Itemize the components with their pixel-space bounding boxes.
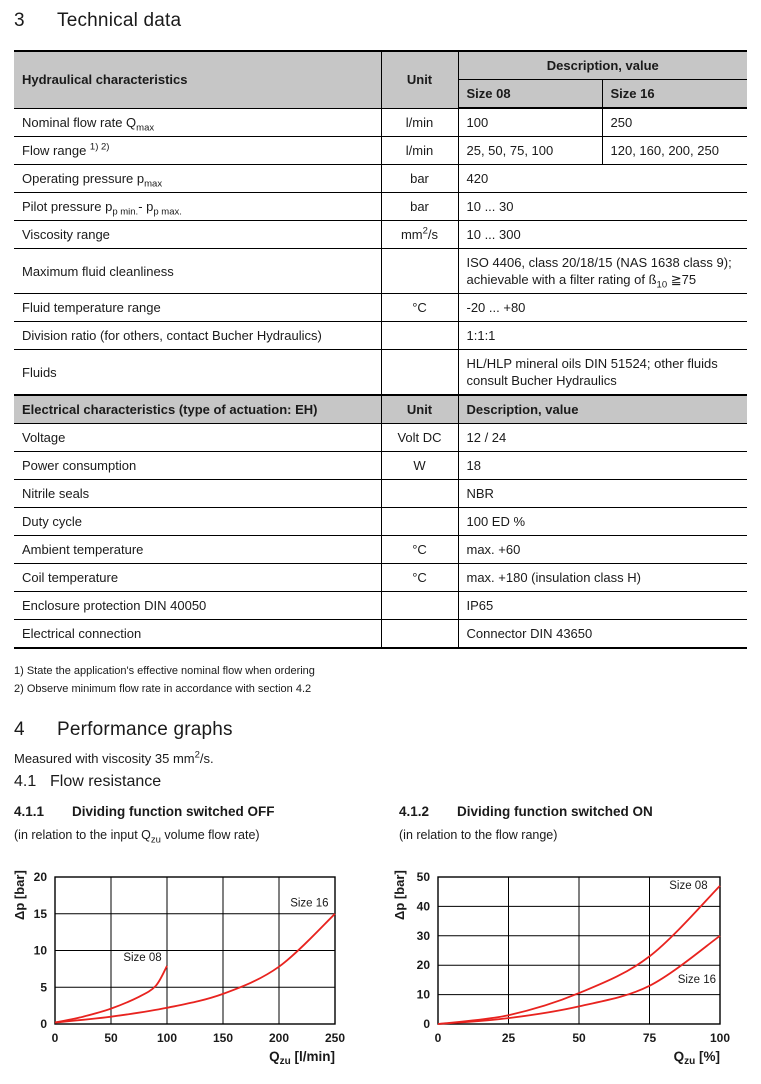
row-unit: Volt DC — [381, 424, 458, 452]
row-value: HL/HLP mineral oils DIN 51524; other fluids consult Bucher Hydraulics — [458, 350, 747, 396]
section-4-number: 4 — [14, 719, 25, 740]
table-row — [14, 592, 747, 620]
x-tick-label: 75 — [642, 1031, 657, 1045]
row-label: Operating pressure $p_{max}$ — [14, 165, 381, 193]
row-label: Nominal flow rate $Q_{max}$ — [14, 108, 381, 137]
y-tick-label: 20 — [33, 870, 47, 884]
table-row — [14, 294, 747, 322]
table-row — [14, 620, 747, 649]
y-tick-label: 50 — [416, 870, 430, 884]
unit-column-header: Unit — [381, 51, 458, 108]
row-unit — [381, 620, 458, 649]
row-unit — [381, 350, 458, 396]
row-unit: bar — [381, 165, 458, 193]
graph-off-number: 4.1.1 — [14, 804, 45, 819]
x-tick-label: 0 — [434, 1031, 442, 1045]
description-value-header: Description, value — [458, 51, 747, 80]
row-unit: W — [381, 452, 458, 480]
y-tick-label: 20 — [416, 958, 430, 973]
row-unit — [381, 508, 458, 536]
x-tick-label: 50 — [572, 1031, 586, 1045]
x-tick-label: 150 — [212, 1031, 234, 1045]
row-value: IP65 — [458, 592, 747, 620]
electrical-rows — [14, 424, 747, 649]
section-4-1-heading — [0, 773, 761, 791]
table-row — [14, 137, 747, 165]
section-4-title: Performance graphs — [57, 719, 233, 740]
row-value-size16: 250 — [602, 108, 747, 137]
electrical-description-header: Description, value — [458, 395, 747, 424]
hydraulic-header-row — [14, 51, 747, 80]
graph-off-subtitle: (in relation to the input $Q_{zu}$ volume flow rate) — [14, 828, 260, 846]
table-row — [14, 536, 747, 564]
x-tick-label: 200 — [268, 1031, 290, 1045]
table-row — [14, 165, 747, 193]
row-unit — [381, 322, 458, 350]
row-value: -20 ... +80 — [458, 294, 747, 322]
row-unit: °C — [381, 294, 458, 322]
electrical-header-title: Electrical characteristics (type of actuation: EH) — [14, 395, 381, 424]
y-tick-label: 10 — [416, 987, 430, 1002]
row-label: Coil temperature — [14, 564, 381, 592]
row-value: 100 ED % — [458, 508, 747, 536]
row-label: Fluids — [14, 350, 381, 396]
x-tick-label: 25 — [501, 1031, 516, 1045]
table-row — [14, 249, 747, 294]
graph-on-subtitle: (in relation to the flow range) — [399, 828, 558, 842]
series-label-size-08: Size 08 — [669, 879, 708, 892]
row-value: 18 — [458, 452, 747, 480]
row-label: Division ratio (for others, contact Bucher Hydraulics) — [14, 322, 381, 350]
section-4-heading — [0, 719, 761, 741]
graph-on-number: 4.1.2 — [399, 804, 430, 819]
table-row — [14, 508, 747, 536]
row-label: Nitrile seals — [14, 480, 381, 508]
series-label-size-08: Size 08 — [123, 951, 162, 964]
graph-titles-row — [0, 804, 761, 846]
row-label: Flow range $^{1) 2)}$ — [14, 137, 381, 165]
row-label: Power consumption — [14, 452, 381, 480]
row-value: ISO 4406, class 20/18/15 (NAS 1638 class 9); achievable with a filter rating of $ß_{10}$ ≧75 — [458, 249, 747, 294]
row-value: NBR — [458, 480, 747, 508]
section-4-1-title: Flow resistance — [50, 773, 162, 790]
x-tick-label: 50 — [104, 1031, 118, 1045]
hydraulic-header-title: Hydraulical characteristics — [14, 51, 381, 108]
y-axis-label: Δp [bar] — [12, 870, 27, 920]
row-unit: °C — [381, 564, 458, 592]
row-label: Fluid temperature range — [14, 294, 381, 322]
graph-off-title: Dividing function switched OFF — [72, 804, 275, 819]
row-label: Maximum fluid cleanliness — [14, 249, 381, 294]
x-axis-label: $Q_{zu}$ [%] — [673, 1049, 720, 1067]
y-tick-label: 0 — [423, 1017, 430, 1031]
technical-data-table — [14, 50, 747, 649]
electrical-unit-header: Unit — [381, 395, 458, 424]
table-row — [14, 350, 747, 396]
row-label: Viscosity range — [14, 221, 381, 249]
x-axis-label: $Q_{zu}$ [l/min] — [269, 1049, 335, 1067]
y-tick-label: 40 — [416, 899, 430, 914]
series-label-size-16: Size 16 — [677, 973, 717, 986]
table-row — [14, 424, 747, 452]
row-value: 10 ... 30 — [458, 193, 747, 221]
row-value-size08: 25, 50, 75, 100 — [458, 137, 602, 165]
x-tick-label: 0 — [51, 1031, 59, 1045]
table-row — [14, 108, 747, 137]
section-4-1-number: 4.1 — [14, 773, 37, 790]
footnote-2: 2) Observe minimum flow rate in accordance with section 4.2 — [14, 683, 312, 695]
series-label-size-16: Size 16 — [290, 897, 329, 910]
row-unit: bar — [381, 193, 458, 221]
row-unit — [381, 249, 458, 294]
y-tick-label: 0 — [40, 1017, 47, 1031]
size-16-column-header: Size 16 — [602, 80, 747, 109]
row-value: 12 / 24 — [458, 424, 747, 452]
row-label: Voltage — [14, 424, 381, 452]
row-value-size16: 120, 160, 200, 250 — [602, 137, 747, 165]
x-tick-label: 100 — [156, 1031, 178, 1045]
graph-off-heading — [14, 804, 399, 819]
y-axis-label: Δp [bar] — [392, 870, 407, 920]
x-tick-label: 250 — [324, 1031, 346, 1045]
y-tick-label: 15 — [33, 906, 47, 921]
row-label: Duty cycle — [14, 508, 381, 536]
table-row — [14, 564, 747, 592]
row-unit: l/min — [381, 137, 458, 165]
table-row — [14, 480, 747, 508]
table-row — [14, 452, 747, 480]
row-label: Ambient temperature — [14, 536, 381, 564]
table-row — [14, 221, 747, 249]
graph-on-title: Dividing function switched ON — [457, 804, 653, 819]
y-tick-label: 30 — [416, 928, 430, 943]
row-label: Enclosure protection DIN 40050 — [14, 592, 381, 620]
hydraulic-rows — [14, 108, 747, 395]
row-label: Electrical connection — [14, 620, 381, 649]
row-value: max. +60 — [458, 536, 747, 564]
section-3-title: Technical data — [57, 10, 182, 31]
row-value-size08: 100 — [458, 108, 602, 137]
flow-resistance-chart-switched-on — [380, 862, 750, 1070]
size-08-column-header: Size 08 — [458, 80, 602, 109]
row-unit — [381, 592, 458, 620]
table-row — [14, 193, 747, 221]
row-unit: $mm^2/s$ — [381, 221, 458, 249]
charts-row — [0, 862, 761, 1070]
graph-on-heading — [399, 804, 747, 819]
row-unit: l/min — [381, 108, 458, 137]
y-tick-label: 5 — [40, 980, 47, 995]
row-value: 1:1:1 — [458, 322, 747, 350]
y-tick-label: 10 — [33, 943, 47, 958]
row-label: Pilot pressure $p_{p min.}-$ $p_{p max.}$ — [14, 193, 381, 221]
row-value: 420 — [458, 165, 747, 193]
section-3-heading — [0, 10, 761, 32]
row-unit — [381, 480, 458, 508]
electrical-header-row — [14, 395, 747, 424]
x-tick-label: 100 — [709, 1031, 731, 1045]
row-value: 10 ... 300 — [458, 221, 747, 249]
row-value: max. +180 (insulation class H) — [458, 564, 747, 592]
row-value: Connector DIN 43650 — [458, 620, 747, 649]
table-row — [14, 322, 747, 350]
series-curve-size-16 — [55, 914, 335, 1023]
footnote-1: 1) State the application's effective nominal flow when ordering — [14, 665, 315, 677]
section-3-number: 3 — [14, 10, 25, 31]
flow-resistance-chart-switched-off — [0, 862, 372, 1070]
footnotes — [0, 662, 761, 698]
viscosity-note: Measured with viscosity 35 $mm^2/s$. — [14, 749, 214, 766]
row-unit: °C — [381, 536, 458, 564]
